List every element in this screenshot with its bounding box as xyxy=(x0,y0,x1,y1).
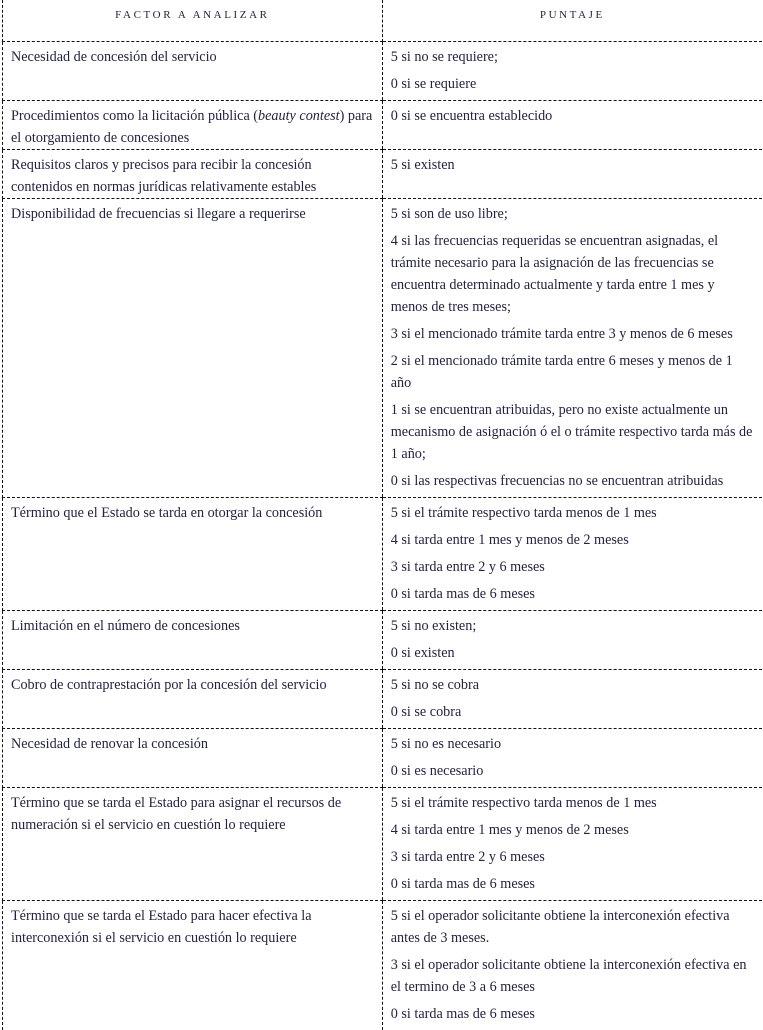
score-item: 3 si el mencionado trámite tarda entre 3 y menos de 6 meses xyxy=(391,323,754,345)
score-item: 5 si no se requiere; xyxy=(391,46,754,68)
factor-text-after: ) para el otorgamiento de concesiones xyxy=(11,108,372,146)
factor-text: Término que se tarda el Estado para hacer efectiva la interconexión si el servicio en cuestión lo requiere xyxy=(11,908,312,946)
table-row xyxy=(3,611,763,670)
factor-text: Disponibilidad de frecuencias si llegare a requerirse xyxy=(11,206,306,222)
factor-italic: beauty contest xyxy=(258,108,340,124)
factor-cell xyxy=(3,729,383,788)
score-item: 5 si el operador solicitante obtiene la interconexión efectiva antes de 3 meses. xyxy=(391,905,754,949)
factor-text: Limitación en el número de concesiones xyxy=(11,618,240,634)
factor-cell xyxy=(3,670,383,729)
table-row xyxy=(3,670,763,729)
score-cell xyxy=(382,101,762,150)
header-puntaje: PUNTAJE xyxy=(382,0,762,42)
score-item: 0 si se encuentra establecido xyxy=(391,105,754,127)
factor-text: Cobro de contraprestación por la concesión del servicio xyxy=(11,677,327,693)
table-row xyxy=(3,788,763,901)
factor-cell xyxy=(3,498,383,611)
score-item: 4 si tarda entre 1 mes y menos de 2 meses xyxy=(391,529,754,551)
header-factor: FACTOR A ANALIZAR xyxy=(3,0,383,42)
score-item: 0 si se requiere xyxy=(391,73,754,95)
score-item: 2 si el mencionado trámite tarda entre 6 meses y menos de 1 año xyxy=(391,350,754,394)
score-item: 0 si tarda mas de 6 meses xyxy=(391,583,754,605)
score-item: 0 si tarda mas de 6 meses xyxy=(391,1003,754,1025)
factor-text: Necesidad de renovar la concesión xyxy=(11,736,208,752)
score-item: 5 si no se cobra xyxy=(391,674,754,696)
score-item: 4 si tarda entre 1 mes y menos de 2 meses xyxy=(391,819,754,841)
factor-cell xyxy=(3,150,383,199)
table-row xyxy=(3,42,763,101)
factor-text: Requisitos claros y precisos para recibir la concesión contenidos en normas jurídicas relativamente estables xyxy=(11,157,316,195)
score-item: 0 si existen xyxy=(391,642,754,664)
score-item: 1 si se encuentran atribuidas, pero no existe actualmente un mecanismo de asignación ó el o trámite respectivo tarda más de 1 año; xyxy=(391,399,754,465)
score-cell xyxy=(382,729,762,788)
factor-text: Término que el Estado se tarda en otorgar la concesión xyxy=(11,505,322,521)
score-cell xyxy=(382,670,762,729)
factor-text: Necesidad de concesión del servicio xyxy=(11,49,217,65)
score-cell xyxy=(382,901,762,1030)
factor-cell xyxy=(3,199,383,498)
factor-cell xyxy=(3,788,383,901)
score-item: 4 si las frecuencias requeridas se encuentran asignadas, el trámite necesario para la asignación de las frecuencias se encuentra determinado actualmente y tarda entre 1 mes y menos de tres meses; xyxy=(391,230,754,318)
score-cell xyxy=(382,150,762,199)
factor-cell xyxy=(3,42,383,101)
table-row xyxy=(3,729,763,788)
score-cell xyxy=(382,498,762,611)
score-item: 5 si el trámite respectivo tarda menos de 1 mes xyxy=(391,792,754,814)
score-cell xyxy=(382,42,762,101)
factor-text: Término que se tarda el Estado para asignar el recursos de numeración si el servicio en cuestión lo requiere xyxy=(11,795,341,833)
table-row xyxy=(3,199,763,498)
scoring-table xyxy=(2,0,762,1030)
score-item: 5 si no es necesario xyxy=(391,733,754,755)
score-cell xyxy=(382,611,762,670)
score-item: 0 si tarda mas de 6 meses xyxy=(391,873,754,895)
factor-cell xyxy=(3,101,383,150)
score-item: 3 si el operador solicitante obtiene la interconexión efectiva en el termino de 3 a 6 meses xyxy=(391,954,754,998)
score-cell xyxy=(382,199,762,498)
table-row xyxy=(3,150,763,199)
table-row xyxy=(3,498,763,611)
table-row xyxy=(3,101,763,150)
score-item: 5 si son de uso libre; xyxy=(391,203,754,225)
score-item: 0 si es necesario xyxy=(391,760,754,782)
score-item: 5 si no existen; xyxy=(391,615,754,637)
factor-cell xyxy=(3,901,383,1030)
score-item: 0 si se cobra xyxy=(391,701,754,723)
score-item: 5 si existen xyxy=(391,154,754,176)
score-item: 3 si tarda entre 2 y 6 meses xyxy=(391,556,754,578)
table-row xyxy=(3,901,763,1030)
factor-text: Procedimientos como la licitación pública ( xyxy=(11,108,258,124)
score-cell xyxy=(382,788,762,901)
score-item: 3 si tarda entre 2 y 6 meses xyxy=(391,846,754,868)
score-item: 5 si el trámite respectivo tarda menos de 1 mes xyxy=(391,502,754,524)
factor-cell xyxy=(3,611,383,670)
score-item: 0 si las respectivas frecuencias no se encuentran atribuidas xyxy=(391,470,754,492)
